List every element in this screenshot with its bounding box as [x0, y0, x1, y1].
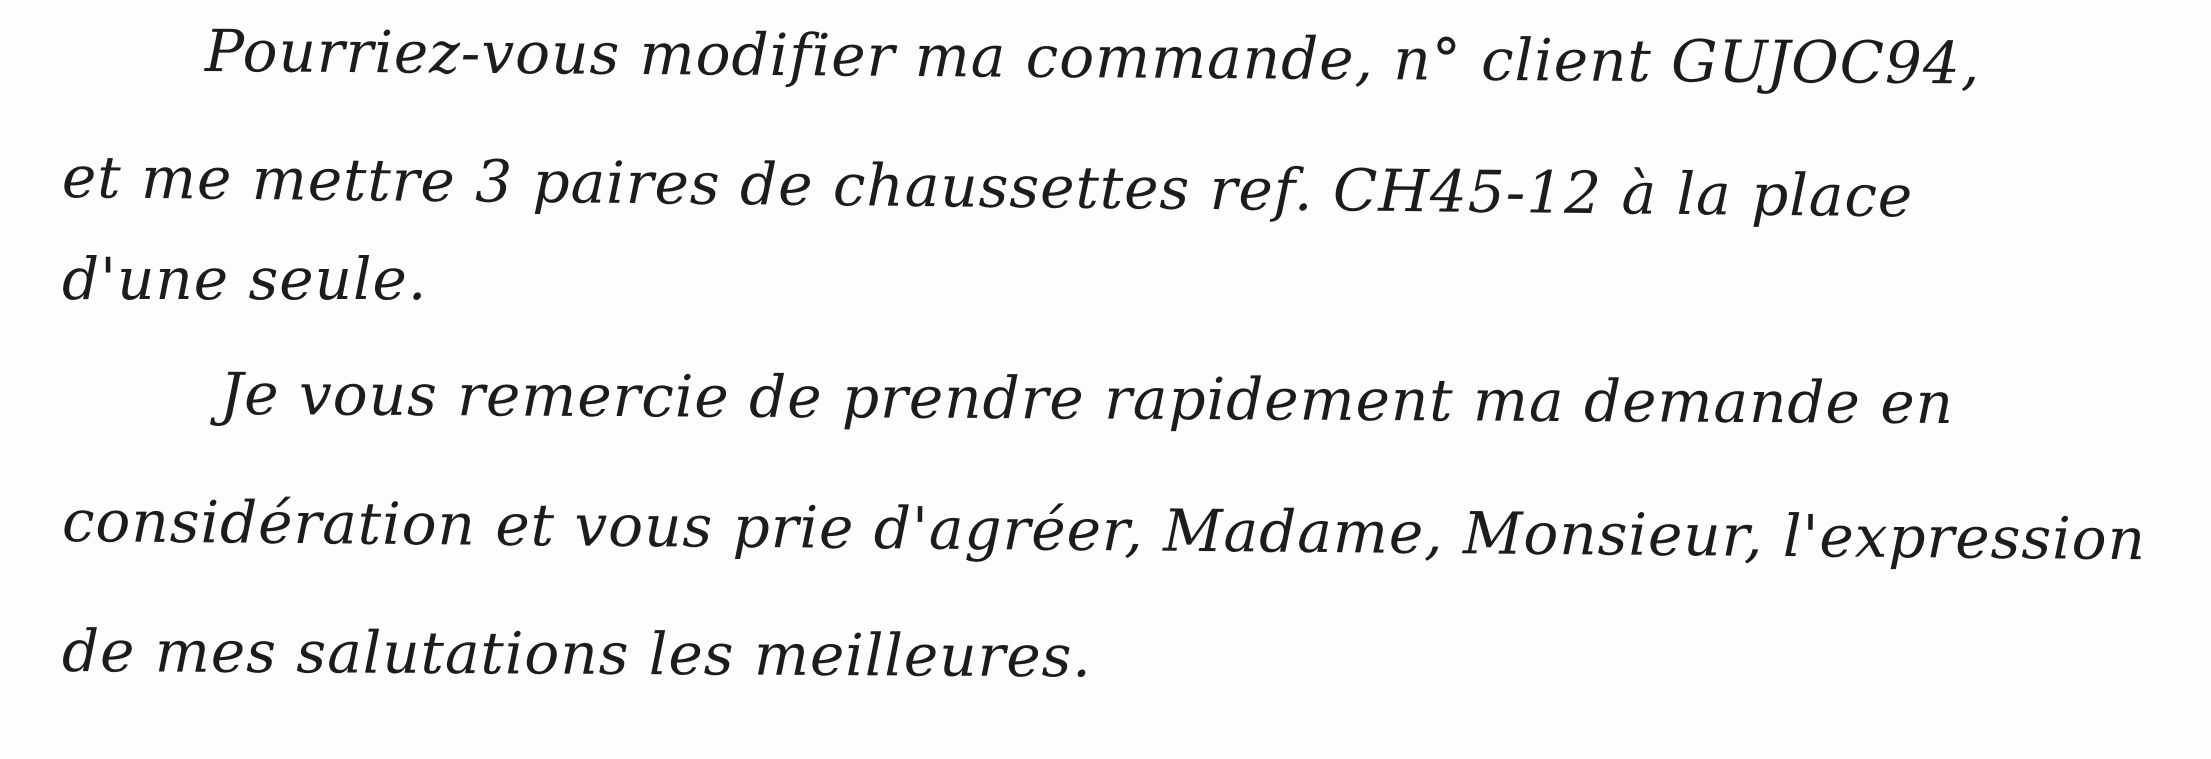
- letter-line: considération et vous prie d'agréer, Madame, Monsieur, l'expression: [61, 487, 2147, 574]
- letter-line: de mes salutations les meilleures.: [61, 617, 1093, 691]
- letter-line: d'une seule.: [62, 245, 428, 313]
- letter-line: et me mettre 3 paires de chaussettes ref. CH45-12 à la place: [61, 143, 1914, 231]
- letter-line: Je vous remercie de prendre rapidement ma demande en: [219, 360, 1955, 438]
- letter-line: Pourriez-vous modifier ma commande, n° client GUJOC94,: [204, 17, 1981, 98]
